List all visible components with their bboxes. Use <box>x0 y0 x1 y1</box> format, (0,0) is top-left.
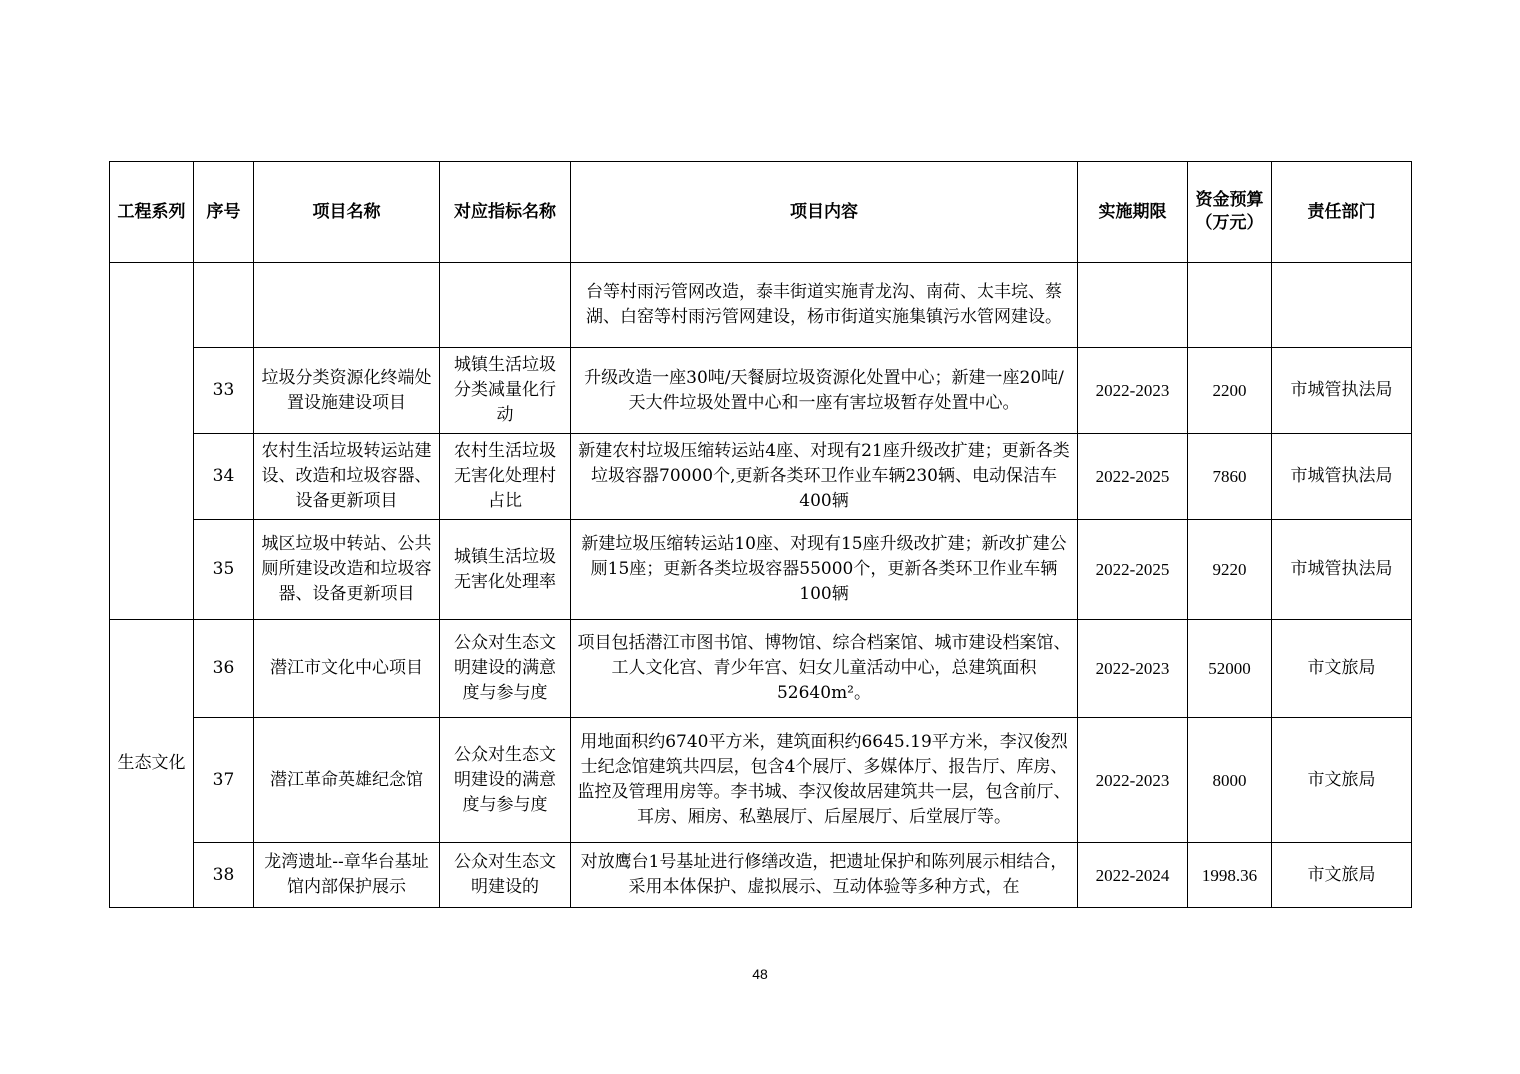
row-indicator: 公众对生态文明建设的满意度与参与度 <box>440 620 571 718</box>
row-dept: 市文旅局 <box>1272 843 1412 908</box>
table-row <box>110 843 1412 908</box>
row-period: 2022-2024 <box>1078 843 1188 908</box>
row-indicator: 公众对生态文明建设的 <box>440 843 571 908</box>
row-indicator: 城镇生活垃圾分类减量化行动 <box>440 348 571 434</box>
table-row <box>110 620 1412 718</box>
row-dept: 市文旅局 <box>1272 620 1412 718</box>
row-budget: 52000 <box>1188 620 1272 718</box>
row-period: 2022-2025 <box>1078 520 1188 620</box>
row-seq: 38 <box>194 843 254 908</box>
row-name <box>254 263 440 348</box>
header-content: 项目内容 <box>571 162 1078 263</box>
row-dept: 市文旅局 <box>1272 718 1412 843</box>
header-indicator: 对应指标名称 <box>440 162 571 263</box>
project-table <box>109 161 1412 908</box>
row-indicator <box>440 263 571 348</box>
page-number: 48 <box>752 966 768 982</box>
row-budget: 7860 <box>1188 434 1272 520</box>
header-seq: 序号 <box>194 162 254 263</box>
row-name: 垃圾分类资源化终端处置设施建设项目 <box>254 348 440 434</box>
row-name: 潜江革命英雄纪念馆 <box>254 718 440 843</box>
row-seq: 37 <box>194 718 254 843</box>
table-row <box>110 520 1412 620</box>
table-row <box>110 434 1412 520</box>
row-content: 用地面积约6740平方米，建筑面积约6645.19平方米，李汉俊烈士纪念馆建筑共四层，包含4个展厅、多媒体厅、报告厅、库房、监控及管理用房等。李书城、李汉俊故居建筑共一层，包含前厅、耳房、厢房、私塾展厅、后屋展厅、后堂展厅等。 <box>571 718 1078 843</box>
row-period <box>1078 263 1188 348</box>
category-cell-continued <box>110 263 194 620</box>
row-budget: 2200 <box>1188 348 1272 434</box>
row-budget: 8000 <box>1188 718 1272 843</box>
row-dept: 市城管执法局 <box>1272 348 1412 434</box>
row-budget: 9220 <box>1188 520 1272 620</box>
row-content: 项目包括潜江市图书馆、博物馆、综合档案馆、城市建设档案馆、工人文化宫、青少年宫、妇女儿童活动中心，总建筑面积52640m²。 <box>571 620 1078 718</box>
row-period: 2022-2025 <box>1078 434 1188 520</box>
header-budget: 资金预算（万元） <box>1188 162 1272 263</box>
row-content: 新建农村垃圾压缩转运站4座、对现有21座升级改扩建；更新各类垃圾容器70000个,更新各类环卫作业车辆230辆、电动保洁车400辆 <box>571 434 1078 520</box>
table-row <box>110 718 1412 843</box>
row-indicator: 公众对生态文明建设的满意度与参与度 <box>440 718 571 843</box>
row-period: 2022-2023 <box>1078 348 1188 434</box>
row-seq: 35 <box>194 520 254 620</box>
row-seq: 33 <box>194 348 254 434</box>
row-content: 升级改造一座30吨/天餐厨垃圾资源化处置中心；新建一座20吨/天大件垃圾处置中心和一座有害垃圾暂存处置中心。 <box>571 348 1078 434</box>
row-content: 台等村雨污管网改造，泰丰街道实施青龙沟、南荷、太丰垸、蔡湖、白窑等村雨污管网建设，杨市街道实施集镇污水管网建设。 <box>571 263 1078 348</box>
row-indicator: 城镇生活垃圾无害化处理率 <box>440 520 571 620</box>
row-name: 潜江市文化中心项目 <box>254 620 440 718</box>
header-category: 工程系列 <box>110 162 194 263</box>
row-seq: 36 <box>194 620 254 718</box>
row-period: 2022-2023 <box>1078 718 1188 843</box>
row-seq <box>194 263 254 348</box>
header-name: 项目名称 <box>254 162 440 263</box>
category-cell: 生态文化 <box>110 620 194 908</box>
row-content: 对放鹰台1号基址进行修缮改造，把遗址保护和陈列展示相结合，采用本体保护、虚拟展示、互动体验等多种方式，在 <box>571 843 1078 908</box>
table-row <box>110 263 1412 348</box>
header-dept: 责任部门 <box>1272 162 1412 263</box>
row-dept <box>1272 263 1412 348</box>
row-name: 城区垃圾中转站、公共厕所建设改造和垃圾容器、设备更新项目 <box>254 520 440 620</box>
row-budget: 1998.36 <box>1188 843 1272 908</box>
row-budget <box>1188 263 1272 348</box>
table-row <box>110 348 1412 434</box>
row-period: 2022-2023 <box>1078 620 1188 718</box>
row-indicator: 农村生活垃圾无害化处理村占比 <box>440 434 571 520</box>
row-dept: 市城管执法局 <box>1272 434 1412 520</box>
row-name: 农村生活垃圾转运站建设、改造和垃圾容器、设备更新项目 <box>254 434 440 520</box>
header-period: 实施期限 <box>1078 162 1188 263</box>
row-content: 新建垃圾压缩转运站10座、对现有15座升级改扩建；新改扩建公厕15座；更新各类垃圾容器55000个，更新各类环卫作业车辆100辆 <box>571 520 1078 620</box>
row-seq: 34 <box>194 434 254 520</box>
row-dept: 市城管执法局 <box>1272 520 1412 620</box>
row-name: 龙湾遗址--章华台基址馆内部保护展示 <box>254 843 440 908</box>
header-row <box>110 162 1412 263</box>
